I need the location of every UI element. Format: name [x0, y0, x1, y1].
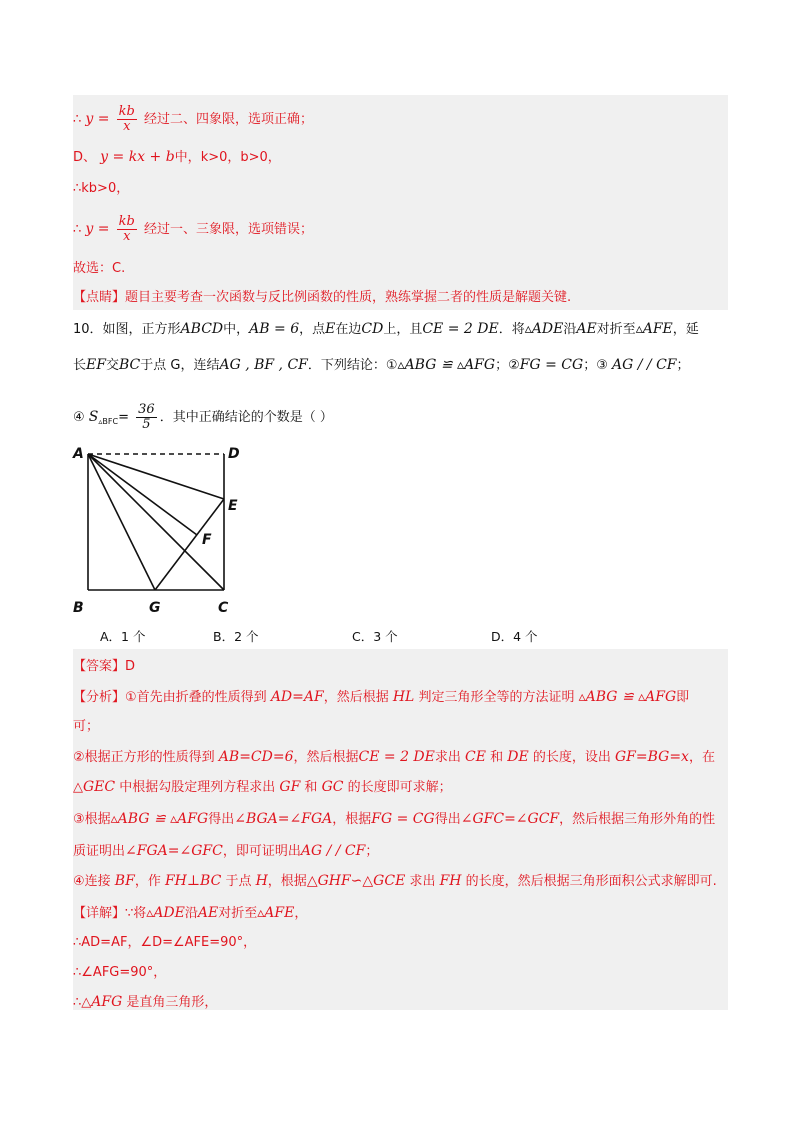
segment-af — [88, 454, 197, 535]
solution-line-4: ∴ y = $\frac{kb}{x}$ 经过一、三象限，选项错误； — [73, 214, 314, 244]
analysis-line-3: ②根据正方形的性质得到 AB=CD=6，然后根据CE = 2 DE求出 CE 和 DE 的长度，设出 GF=BG=x，在 — [73, 749, 715, 765]
option-b[interactable]: B．2 个 — [213, 629, 259, 644]
analysis-line-6: 质证明出∠FGA=∠GFC，即可证明出AG / / CF； — [73, 843, 379, 859]
label-a: A — [73, 446, 84, 462]
detail-line-4: ∴△AFG 是直角三角形， — [73, 994, 218, 1010]
analysis-line-2: 可； — [73, 719, 100, 734]
detail-line-3: ∴∠AFG=90°， — [73, 965, 167, 980]
solution-line-2: D、 y = kx + b中，k>0，b>0， — [73, 149, 281, 165]
label-g: G — [149, 600, 161, 616]
question-line-3: ④ $S_{▵BFC}=$ $\frac{36}{5}$ ．其中正确结论的个数是（ ） — [73, 402, 333, 432]
analysis-line-1: 【分析】①首先由折叠的性质得到 AD=AF，然后根据 HL 判定三角形全等的方法证明 ▵ABG ≌ ▵AFG即 — [73, 689, 690, 705]
segment-eg — [155, 499, 224, 590]
label-c: C — [218, 600, 229, 616]
answer-line: 【答案】D — [73, 659, 136, 674]
segment-ag — [88, 454, 155, 590]
key-point-line: 【点睛】题目主要考查一次函数与反比例函数的性质，熟练掌握二者的性质是解题关键. — [73, 290, 572, 305]
geometry-figure — [70, 440, 250, 620]
question-line-1: 10．如图，正方形ABCD中，AB = 6，点E在边CD上，且CE = 2 DE．将▵ADE沿AE对折至▵AFE，延 — [73, 321, 699, 337]
option-a[interactable]: A．1 个 — [100, 629, 146, 644]
label-b: B — [73, 600, 84, 616]
solution-line-3: ∴kb>0， — [73, 181, 130, 196]
solution-line-1: ∴ y = $\frac{kb}{x}$ 经过二、四象限，选项正确； — [73, 104, 314, 134]
solution-line-5: 故选：C. — [73, 261, 126, 276]
label-f: F — [202, 532, 212, 548]
segment-ae — [88, 454, 224, 499]
question-line-2: 长EF交BC于点 G，连结AG , BF , CF．下列结论：①▵ABG ≌ ▵AFG；②FG = CG；③ AG / / CF； — [73, 357, 690, 373]
segment-fc — [88, 454, 224, 590]
analysis-line-4: △GEC 中根据勾股定理列方程求出 GF 和 GC 的长度即可求解； — [73, 779, 452, 795]
option-d[interactable]: D．4 个 — [491, 629, 538, 644]
analysis-line-7: ④连接 BF，作 FH⊥BC 于点 H，根据△GHF∽△GCE 求出 FH 的长度，然后根据三角形面积公式求解即可. — [73, 873, 717, 889]
label-e: E — [228, 498, 238, 514]
detail-line-1: 【详解】∵将▵ADE沿AE对折至▵AFE， — [73, 905, 308, 921]
detail-line-2: ∴AD=AF，∠D=∠AFE=90°， — [73, 935, 257, 950]
option-c[interactable]: C．3 个 — [352, 629, 398, 644]
label-d: D — [228, 446, 240, 462]
analysis-line-5: ③根据▵ABG ≌ ▵AFG得出∠BGA=∠FGA，根据FG = CG得出∠GFC=∠GCF，然后根据三角形外角的性 — [73, 811, 716, 827]
